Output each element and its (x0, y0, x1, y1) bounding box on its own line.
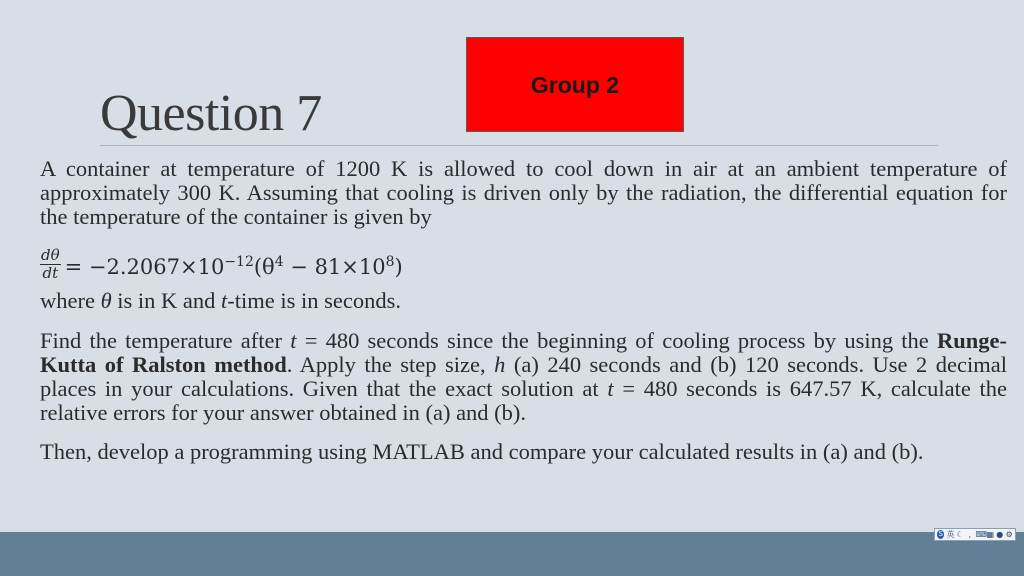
final-paragraph: Then, develop a programming using MATLAB and compare your calculated results in (a) and (b). (40, 439, 924, 464)
question-body (40, 157, 1007, 464)
title-divider (100, 145, 938, 146)
ime-toolbar[interactable] (934, 528, 1016, 541)
grid-icon[interactable]: ▦ (986, 530, 995, 539)
equation-rhs: = $-2.2067\times 10^{-12}(\theta^4 - 81\times 10^8)$ (64, 253, 403, 279)
method-name: Runge-Kutta of Ralston method (40, 328, 1007, 377)
differential-equation (40, 243, 1007, 285)
fraction-denominator: dt (42, 263, 59, 282)
comma-icon[interactable]: , (968, 530, 971, 539)
where-paragraph: where θ is in K and t-time is in seconds. (40, 288, 402, 313)
group-label: Group 2 (530, 72, 620, 98)
slide-footer-bar (0, 532, 1024, 576)
fraction-numerator: dθ (41, 245, 60, 264)
task-paragraph: Find the temperature after t = 480 seconds since the beginning of cooling process by using the Runge-Kutta of Ralston method. Apply the step size, h (a) 240 seconds and (b) 120 seconds. Use 2 decimal places in your calculations. Given that the exact solution at t = 480 seconds is 647.57 K, calculate the relative errors for your answer obtained in (a) and (b). (40, 328, 1007, 425)
mic-icon[interactable]: ● (996, 530, 1004, 539)
moon-icon[interactable]: ☾ (956, 530, 964, 539)
gear-icon[interactable]: ⚙ (1005, 530, 1013, 539)
derivative-fraction (40, 247, 61, 282)
slide-title: Question 7 (100, 85, 322, 142)
language-icon[interactable]: S (938, 530, 943, 538)
keyboard-icon[interactable]: ⌨ (975, 530, 987, 539)
intro-paragraph: A container at temperature of 1200 K is allowed to cool down in air at an ambient temperature of approximately 300 K. Assuming that cooling is driven only by the radiation, the differential equation for the temperature of the container is given by (40, 156, 1007, 229)
group-label-box (466, 37, 684, 132)
ime-mode-label[interactable]: 英 (946, 530, 955, 539)
